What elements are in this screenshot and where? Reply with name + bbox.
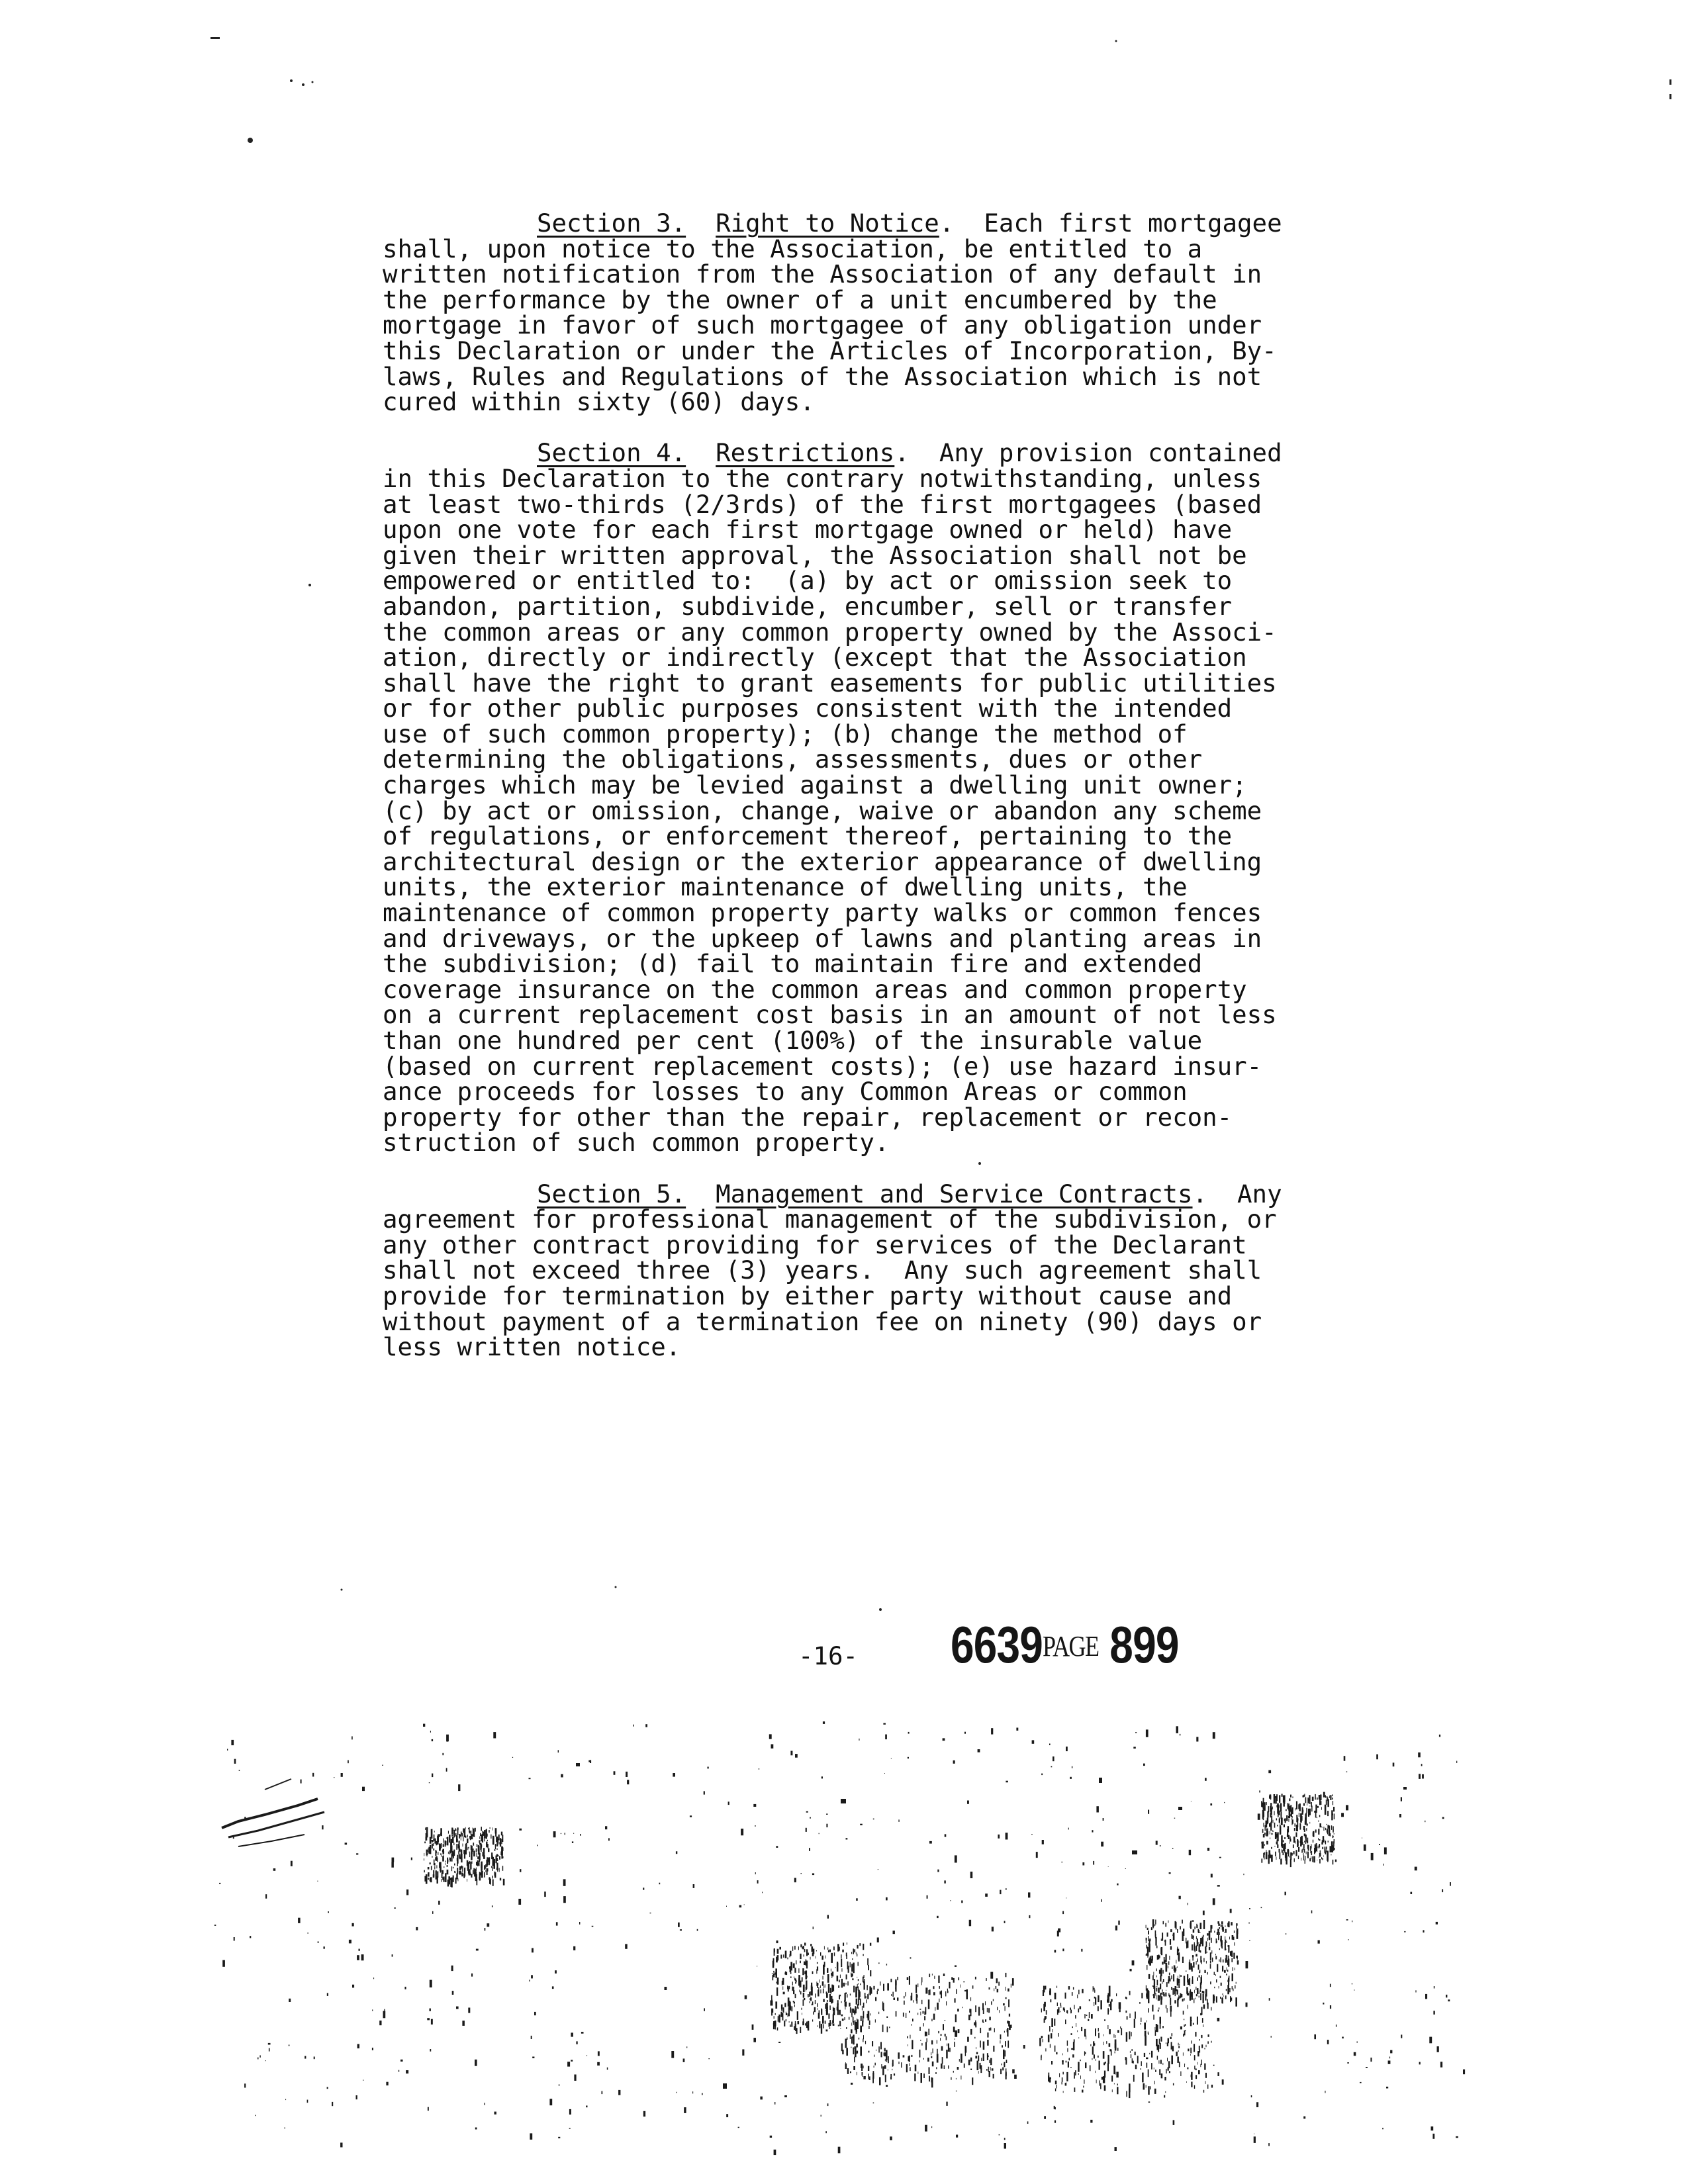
text-line <box>383 389 1336 415</box>
text-segment: written notification from the Association of any default in <box>383 259 1262 289</box>
text-line <box>383 1206 1336 1232</box>
text-segment: abandon, partition, subdivide, encumber, sell or transfer <box>383 591 1233 621</box>
text-line <box>383 645 1336 670</box>
text-line <box>383 1257 1336 1283</box>
text-line <box>383 974 1336 1004</box>
text-segment: (c) by act or omission, change, waive or abandon any scheme <box>383 796 1262 825</box>
text-line <box>383 1334 1336 1360</box>
text-segment: property for other than the repair, replacement or recon- <box>383 1102 1233 1132</box>
text-segment: this Declaration or under the Articles of Incorporation, By- <box>383 336 1277 365</box>
text-line <box>383 1051 1336 1081</box>
text-segment: shall, upon notice to the Association, be entitled to a <box>383 234 1203 263</box>
text-segment: and driveways, or the upkeep of lawns and planting areas in <box>383 923 1262 953</box>
text-line <box>383 517 1336 543</box>
text-segment: shall have the right to grant easements for public utilities <box>383 668 1277 698</box>
text-line <box>383 900 1336 926</box>
text-line <box>383 1232 1336 1258</box>
text-segment: any other contract providing for services of the Declarant <box>383 1230 1247 1259</box>
text-line <box>383 696 1336 721</box>
text-segment: agreement for professional management of the subdivision, or <box>383 1205 1277 1234</box>
text-line <box>383 361 1336 391</box>
text-segment: . Any <box>1192 1179 1282 1208</box>
underlined-heading-text: Section 5. <box>537 1179 686 1208</box>
text-line <box>383 210 1336 236</box>
text-segment: cured within sixty (60) days. <box>383 387 815 417</box>
text-segment: the performance by the owner of a unit encumbered by the <box>383 285 1217 314</box>
text-line <box>383 1002 1336 1028</box>
text-line <box>383 747 1336 772</box>
text-line <box>383 489 1336 519</box>
text-line <box>383 670 1336 696</box>
text-segment: . Each first mortgagee <box>939 208 1282 238</box>
text-line <box>383 1130 1336 1156</box>
text-segment: without payment of a termination fee on ninety (90) days or <box>383 1306 1262 1336</box>
text-line <box>383 463 1336 493</box>
text-line <box>383 1079 1336 1105</box>
text-segment: at least two-thirds (2/3rds) of the first mortgagees (based <box>383 489 1262 519</box>
text-segment: of regulations, or enforcement thereof, pertaining to the <box>383 821 1233 851</box>
text-line <box>383 823 1336 849</box>
text-line <box>383 1028 1336 1054</box>
text-line <box>383 721 1336 747</box>
document-section <box>383 1181 1336 1360</box>
document-body <box>383 210 1336 1360</box>
text-line <box>383 1181 1336 1207</box>
text-segment: on a current replacement cost basis in an amount of not less <box>383 1000 1277 1030</box>
text-line <box>383 1283 1336 1309</box>
text-segment: upon one vote for each first mortgage owned or held) have <box>383 515 1233 545</box>
text-segment: charges which may be levied against a dwelling unit owner; <box>383 770 1247 800</box>
text-segment: (based on current replacement costs); (e) use hazard insur- <box>383 1051 1262 1081</box>
document-section <box>383 210 1336 415</box>
text-line <box>383 951 1336 977</box>
underlined-heading-text: Restrictions <box>716 438 895 468</box>
stamp-page-label: PAGE <box>1043 1630 1099 1662</box>
text-line <box>383 261 1336 287</box>
underlined-heading-text: Management and Service Contracts <box>716 1179 1193 1208</box>
text-line <box>383 1306 1336 1336</box>
text-line <box>383 568 1336 594</box>
text-segment <box>686 1179 716 1208</box>
underlined-heading-text: Section 3. <box>537 208 686 238</box>
text-line <box>383 846 1336 876</box>
text-segment: less written notice. <box>383 1332 681 1362</box>
text-segment: given their written approval, the Association shall not be <box>383 540 1247 570</box>
text-segment: the subdivision; (d) fail to maintain fire and extended <box>383 949 1203 979</box>
text-line <box>383 591 1336 621</box>
underlined-heading-text: Right to Notice <box>716 208 939 238</box>
text-segment: . Any provision contained <box>894 438 1282 468</box>
text-line <box>383 798 1336 824</box>
text-segment: mortgage in favor of such mortgagee of any obligation under <box>383 310 1262 340</box>
text-segment <box>686 208 716 238</box>
text-segment: the common areas or any common property owned by the Associ- <box>383 617 1277 647</box>
text-segment: provide for termination by either party without cause and <box>383 1281 1233 1310</box>
text-segment: laws, Rules and Regulations of the Association which is not <box>383 361 1262 391</box>
text-line <box>383 338 1336 364</box>
stamp-book-number: 6639 <box>951 1615 1043 1674</box>
text-segment: maintenance of common property party walks or common fences <box>383 898 1262 928</box>
text-segment: empowered or entitled to: (a) by act or omission seek to <box>383 566 1233 596</box>
text-segment: struction of such common property. <box>383 1128 890 1158</box>
underlined-heading-text: Section 4. <box>537 438 686 468</box>
text-segment <box>686 438 716 467</box>
text-segment: in this Declaration to the contrary notwithstanding, unless <box>383 463 1262 493</box>
text-line <box>383 440 1336 466</box>
recording-stamp <box>951 1615 1179 1676</box>
text-segment: units, the exterior maintenance of dwelling units, the <box>383 872 1188 902</box>
text-segment: shall not exceed three (3) years. Any such agreement shall <box>383 1255 1262 1285</box>
text-line <box>383 1102 1336 1132</box>
text-segment: determining the obligations, assessments, dues or other <box>383 745 1203 774</box>
text-segment: ance proceeds for losses to any Common Areas or common <box>383 1077 1188 1107</box>
text-line <box>383 236 1336 262</box>
document-section <box>383 440 1336 1156</box>
text-line <box>383 772 1336 798</box>
text-segment: coverage insurance on the common areas and common property <box>383 974 1247 1004</box>
text-line <box>383 619 1336 645</box>
text-line <box>383 287 1336 313</box>
text-segment: ation, directly or indirectly (except that the Association <box>383 643 1247 672</box>
text-segment: architectural design or the exterior appearance of dwelling <box>383 846 1262 876</box>
text-line <box>383 312 1336 338</box>
text-line <box>383 540 1336 570</box>
stamp-page-number: 899 <box>1109 1615 1179 1674</box>
text-segment: or for other public purposes consistent with the intended <box>383 694 1233 723</box>
text-line <box>383 874 1336 900</box>
page-number: -16- <box>798 1641 859 1670</box>
text-segment: use of such common property); (b) change the method of <box>383 719 1188 749</box>
text-segment: than one hundred per cent (100%) of the insurable value <box>383 1026 1203 1055</box>
text-line <box>383 923 1336 953</box>
